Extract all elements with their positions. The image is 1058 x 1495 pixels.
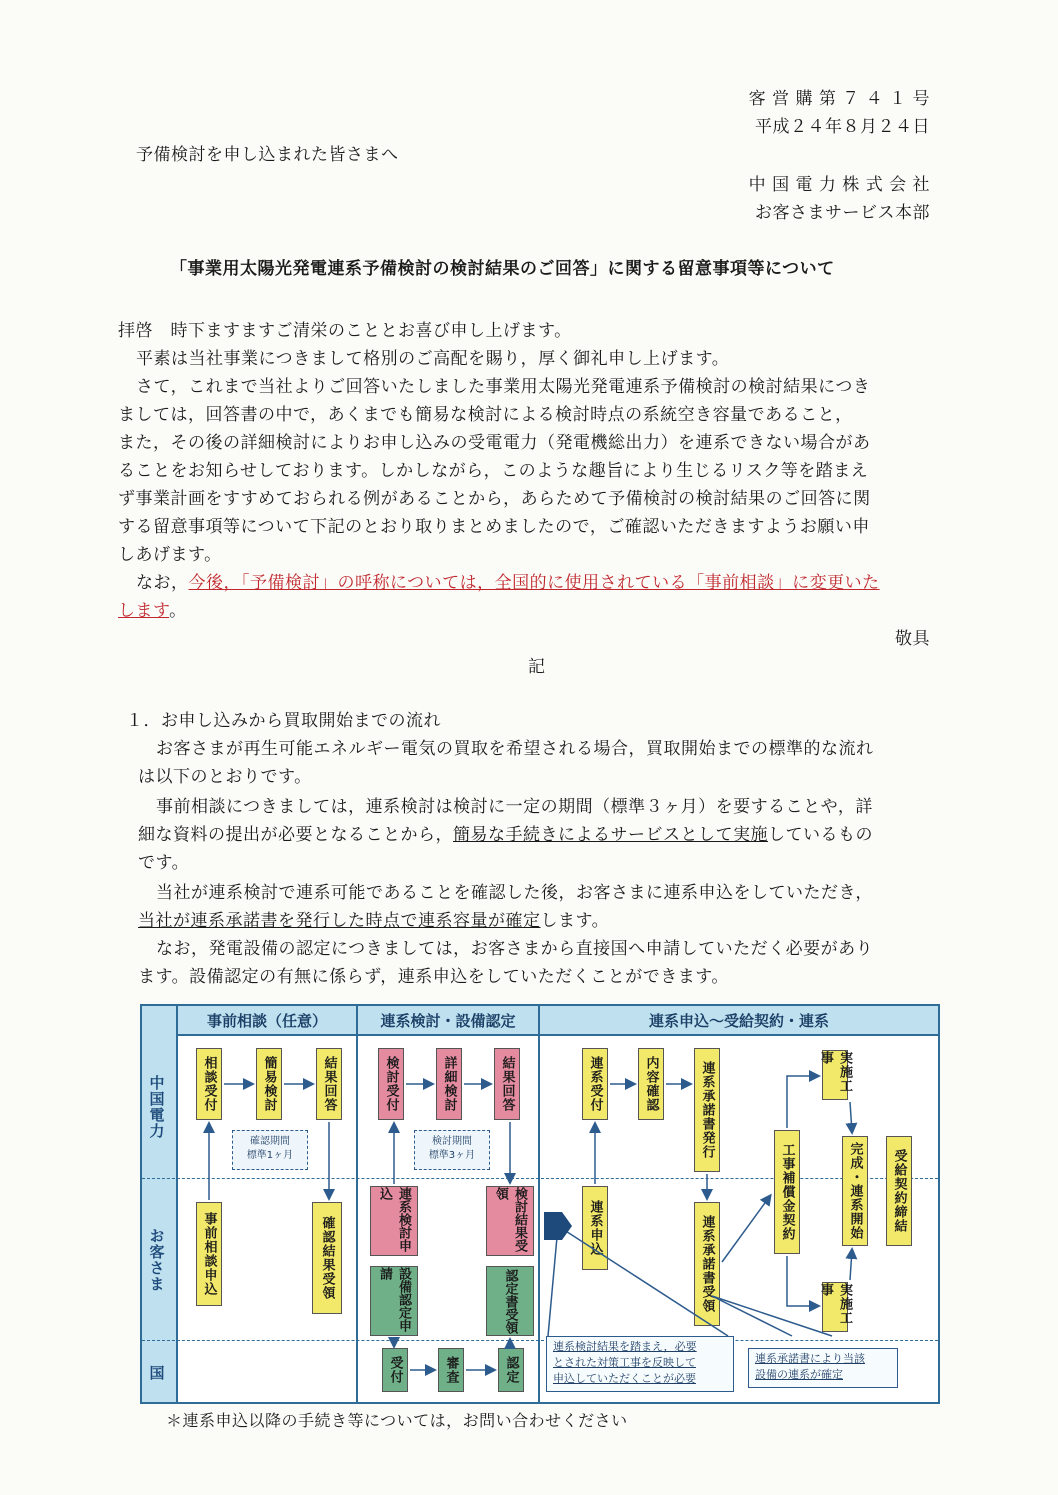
box-kansei-renkei: 完成・連系開始 [842, 1136, 868, 1246]
box-renkei-kentou-moushikomi: 連系検討申込 [370, 1186, 418, 1256]
box-shousai-kentou: 詳細検討 [436, 1048, 462, 1120]
box-setsubi-nintei-shinsei: 設備認定申請 [370, 1266, 418, 1336]
section-line: 事前相談につきましては，連系検討は検討に一定の期間（標準３ヶ月）を要することや，詳 [156, 797, 873, 817]
section-line [138, 906, 609, 936]
callout-text: 申込していただくことが必要 [553, 1372, 696, 1385]
flow-diagram [140, 1004, 940, 1404]
body-line: また，その後の詳細検討によりお申し込みの受電電力（発電機総出力）を連系できない場合があ [118, 433, 871, 453]
note-text: 標準1ヶ月 [246, 1150, 294, 1161]
ki-marker: 記 [528, 657, 546, 677]
lane-chugoku-denryoku: 中国電力 [147, 1075, 166, 1139]
callout-renkei-kakutei [748, 1348, 898, 1388]
body-text: なお， [136, 573, 189, 593]
section-text: します。 [540, 911, 610, 931]
column-header-jizen: 事前相談（任意） [206, 1011, 327, 1030]
section-line: 当社が連系検討で連系可能であることを確認した後，お客さまに連系申込をしていただき， [156, 883, 873, 903]
addressee: 予備検討を申し込まれた皆さまへ [136, 145, 399, 165]
highlighted-notice: 今後，「予備検討」の呼称については，全国的に使用されている「事前相談」に変更いた [188, 573, 880, 593]
box-kentou-uketsuke: 検討受付 [378, 1048, 404, 1120]
note-text: 検討期間 [432, 1136, 472, 1147]
underlined-text: 当社が連系承諾書を発行した時点で連系容量が確定 [138, 911, 541, 931]
box-jisshi-kouji-top: 実施工事 [822, 1050, 848, 1100]
box-kentou-kekka-juryou: 検討結果受領 [486, 1186, 534, 1256]
box-kakunin-kekka-juryou: 確認結果受領 [312, 1202, 342, 1314]
section-line: は以下のとおりです。 [138, 767, 312, 787]
column-header-moushikomi: 連系申込～受給契約・連系 [648, 1011, 829, 1030]
section-line: ます。設備認定の有無に係らず，連系申込をしていただくことができます。 [138, 967, 729, 987]
callout-text: 設備の連系が確定 [755, 1368, 843, 1381]
highlighted-notice: します [118, 601, 170, 621]
company-name: 中 国 電 力 株 式 会 社 [748, 175, 930, 195]
body-line: ることをお知らせしております。しかしながら，このような趣旨により生じるリスク等を踏まえ [118, 461, 869, 481]
body-line: 拝啓 時下ますますご清栄のこととお喜び申し上げます。 [118, 321, 572, 341]
body-line [118, 596, 187, 626]
box-kekka-kaitou-1: 結果回答 [316, 1048, 342, 1120]
callout-text: とされた対策工事を反映して [553, 1356, 696, 1369]
box-shoudaku-hakkou: 連系承諾書発行 [694, 1048, 720, 1172]
document-date: 平成２４年８月２４日 [755, 117, 930, 137]
callout-taisaku-kouji [546, 1336, 734, 1392]
box-jizen-soudan-moushikomi: 事前相談申込 [196, 1202, 222, 1306]
callout-text: 連系承諾書により当該 [755, 1352, 865, 1365]
flow-arrows [142, 1006, 938, 1402]
department-name: お客さまサービス本部 [755, 203, 930, 223]
body-text: 。 [169, 601, 187, 621]
closing-keigu: 敬具 [895, 629, 930, 649]
box-kuni-uketsuke: 受付 [382, 1348, 408, 1392]
section-line: お客さまが再生可能エネルギー電気の買取を希望される場合，買取開始までの標準的な流れ [156, 739, 874, 759]
box-kuni-shinsa: 審査 [438, 1348, 464, 1392]
section-line [138, 820, 873, 850]
column-header-kentou: 連系検討・設備認定 [380, 1011, 516, 1030]
box-shoudaku-juryou: 連系承諾書受領 [694, 1202, 720, 1326]
lane-okyakusama: お客さま [147, 1228, 166, 1292]
box-kekka-kaitou-2: 結果回答 [494, 1048, 520, 1120]
section-text: 細な資料の提出が必要となることから， [138, 825, 453, 845]
callout-text: 連系検討結果を踏まえ，必要 [553, 1340, 697, 1353]
body-line: ましては，回答書の中で，あくまでも簡易な検討による検討時点の系統空き容量であること， [118, 405, 853, 425]
document-title: 「事業用太陽光発電連系予備検討の検討結果のご回答」に関する留意事項等について [170, 259, 835, 279]
section-line: です。 [138, 853, 190, 873]
section-heading: １．お申し込みから買取開始までの流れ [126, 711, 441, 731]
box-kani-kentou: 簡易検討 [256, 1048, 282, 1120]
body-line: する留意事項等について下記のとおり取りまとめましたので，ご確認いただきますようお願い申 [118, 517, 870, 537]
underlined-text: 簡易な手続きによるサービスとして実施 [453, 825, 768, 845]
body-line [136, 568, 880, 598]
body-line: ず事業計画をすすめておられる例があることから，あらためて予備検討の検討結果のご回答に関 [118, 489, 871, 509]
footnote: ＊連系申込以降の手続き等については，お問い合わせください [166, 1411, 628, 1430]
box-renkei-moushikomi: 連系申込 [582, 1186, 608, 1270]
box-kyuden-keiyaku: 受給契約締結 [886, 1136, 912, 1246]
box-soudan-uketsuke: 相談受付 [196, 1048, 222, 1120]
box-jisshi-kouji-bottom: 実施工事 [822, 1282, 848, 1332]
box-naiyou-kakunin: 内容確認 [638, 1048, 664, 1120]
box-renkei-uketsuke: 連系受付 [582, 1048, 608, 1120]
note-text: 確認期間 [250, 1136, 290, 1147]
document-number: 客 営 購 第 ７ ４ １ 号 [748, 89, 930, 109]
lane-kuni: 国 [149, 1363, 165, 1382]
section-text: しているもの [768, 825, 873, 845]
body-line: さて，これまで当社よりご回答いたしました事業用太陽光発電連系予備検討の検討結果につき [136, 377, 871, 397]
body-line: しあげます。 [118, 545, 222, 565]
note-text: 標準3ヶ月 [428, 1150, 476, 1161]
box-kuni-nintei: 認定 [498, 1348, 524, 1392]
body-line: 平素は当社事業につきまして格別のご高配を賜り，厚く御礼申し上げます。 [136, 349, 730, 369]
section-line: なお，発電設備の認定につきましては，お客さまから直接国へ申請していただく必要があり [156, 939, 874, 959]
box-nintei-sho-juryou: 認定書受領 [486, 1266, 534, 1336]
box-kouji-hoshoukin: 工事補償金契約 [774, 1130, 800, 1254]
